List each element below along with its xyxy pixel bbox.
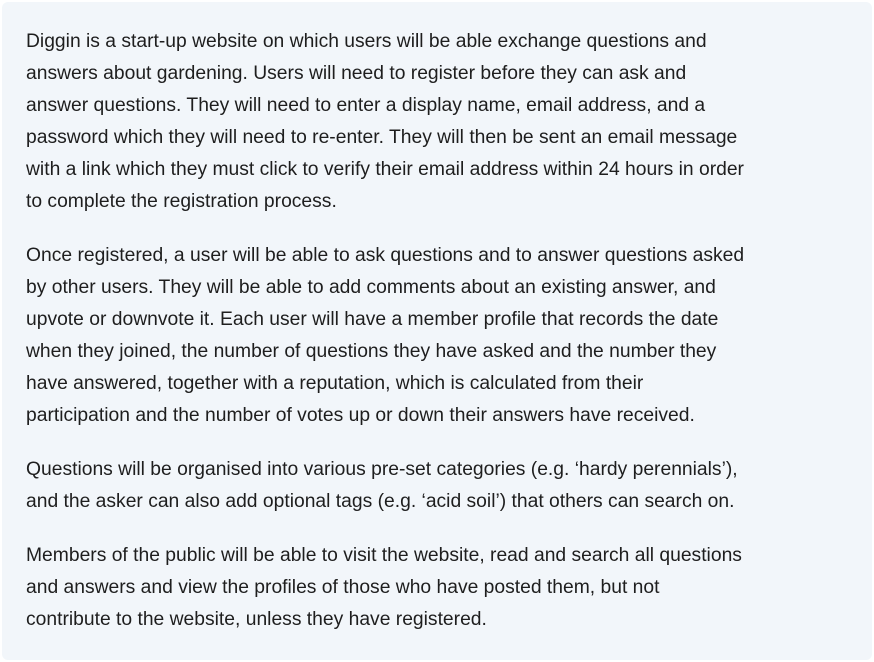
text-line: to complete the registration process. [26,191,337,212]
text-line: and answers and view the profiles of those who have posted them, but not [26,577,660,598]
text-line: with a link which they must click to verify their email address within 24 hours in order [26,159,744,180]
paragraph-participation [26,240,848,432]
paragraph-registration [26,26,848,218]
text-line: answers about gardening. Users will need to register before they can ask and [26,63,687,84]
text-line: and the asker can also add optional tags (e.g. ‘acid soil’) that others can search on. [26,491,735,512]
text-line: Members of the public will be able to visit the website, read and search all questions [26,545,742,566]
text-line: have answered, together with a reputation, which is calculated from their [26,373,644,394]
text-line: participation and the number of votes up or down their answers have received. [26,405,695,426]
text-line: Diggin is a start-up website on which users will be able exchange questions and [26,31,707,52]
text-line: Questions will be organised into various pre-set categories (e.g. ‘hardy perennials’), [26,459,738,480]
text-panel [2,2,872,660]
text-line: by other users. They will be able to add comments about an existing answer, and [26,277,716,298]
paragraph-public-access [26,540,848,636]
text-line: when they joined, the number of questions they have asked and the number they [26,341,717,362]
text-line: contribute to the website, unless they have registered. [26,609,487,630]
text-line: password which they will need to re-enter. They will then be sent an email message [26,127,738,148]
paragraph-categories [26,454,848,518]
text-line: upvote or downvote it. Each user will have a member profile that records the date [26,309,719,330]
text-line: Once registered, a user will be able to ask questions and to answer questions asked [26,245,745,266]
text-line: answer questions. They will need to enter a display name, email address, and a [26,95,706,116]
